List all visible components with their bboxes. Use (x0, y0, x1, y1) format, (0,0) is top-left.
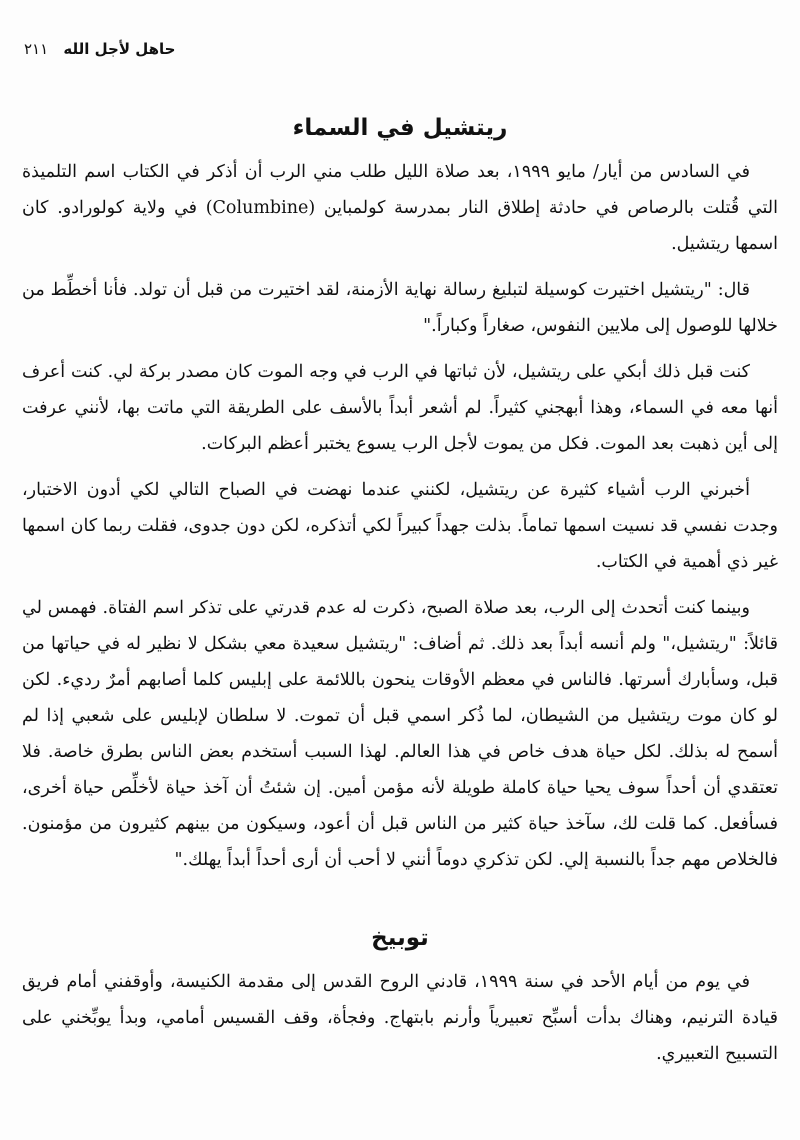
paragraph: كنت قبل ذلك أبكي على ريتشيل، لأن ثباتها في الرب في وجه الموت كان مصدر بركة لي. كنت أعرف أنها معه في السماء، وهذا أبهجني كثيراً. لم أشعر أبداً بالأسف على الطريقة التي ماتت بها، لأنني عرفت إلى أين ذهبت بعد الموت. فكل من يموت لأجل الرب يسوع يختبر أعظم البركات. (22, 362, 778, 454)
paragraph: في السادس من أيار/ مايو ١٩٩٩، بعد صلاة الليل طلب مني الرب أن أذكر في الكتاب اسم التلميذة التي قُتلت بالرصاص في حادثة إطلاق النار بمدرسة كولمباين (Columbine) في ولاية كولورادو. كان اسمها ريتشيل. (22, 162, 778, 254)
page-number: ٢١١ (24, 40, 49, 58)
paragraph: قال: "ريتشيل اختيرت كوسيلة لتبليغ رسالة نهاية الأزمنة، لقد اختيرت من قبل أن تولد. فأنا أخطِّط من خلالها للوصول إلى ملايين النفوس، صغاراً وكباراً." (22, 280, 778, 336)
paragraph: وبينما كنت أتحدث إلى الرب، بعد صلاة الصبح، ذكرت له عدم قدرتي على تذكر اسم الفتاة. فهمس لي قائلاً: "ريتشيل،" ولم أنسه أبداً بعد ذلك. ثم أضاف: "ريتشيل سعيدة معي بشكل لا نظير له في حياتها من قبل، وسأبارك أسرتها. فالناس في معظم الأوقات ينحون باللائمة على إبليس كلما أصابهم أمرٌ رديء. لكن لو كان موت ريتشيل من الشيطان، لما ذُكر اسمي قبل أن تموت. لا سلطان لإبليس على شعبي إذا لم أسمح له بذلك. لكل حياة هدف خاص في هذا العالم. لهذا السبب أستخدم بعض الناس بطرق خاصة. فلا تعتقدي أن أحداً سوف يحيا حياة كاملة طويلة لأنه مؤمن أمين. إن شئتُ أن آخذ حياة لأخلِّص حياة أخرى، فسأفعل. كما قلت لك، سآخذ حياة كثير من الناس قبل أن أعود، وسيكون من بينهم كثيرون من مؤمنون. فالخلاص مهم جداً بالنسبة إلي. لكن تذكري دوماً أنني لا أحب أن أرى أحداً أبداً يهلك." (22, 598, 778, 870)
paragraph: في يوم من أيام الأحد في سنة ١٩٩٩، قادني الروح القدس إلى مقدمة الكنيسة، وأوقفني أمام فريق قيادة الترنيم، وهناك بدأت أسبِّح تعبيرياً وأرنم بابتهاج. وفجأة، وقف القسيس أمامي، وبدأ يوبِّخني على التسبيح التعبيري. (22, 972, 778, 1064)
paragraph: أخبرني الرب أشياء كثيرة عن ريتشيل، لكنني عندما نهضت في الصباح التالي لكي أدون الاختبار، وجدت نفسي قد نسيت اسمها تماماً. بذلت جهداً كبيراً لكي أتذكره، لكن دون جدوى، فقلت ربما كان اسمها غير ذي أهمية في الكتاب. (22, 480, 778, 572)
page-body (22, 100, 778, 1082)
section-heading: ريتشيل في السماء (292, 115, 508, 141)
running-head (24, 40, 175, 58)
section-heading: توبيخ (371, 925, 429, 951)
running-head-title: حاهل لأجل الله (63, 40, 176, 58)
